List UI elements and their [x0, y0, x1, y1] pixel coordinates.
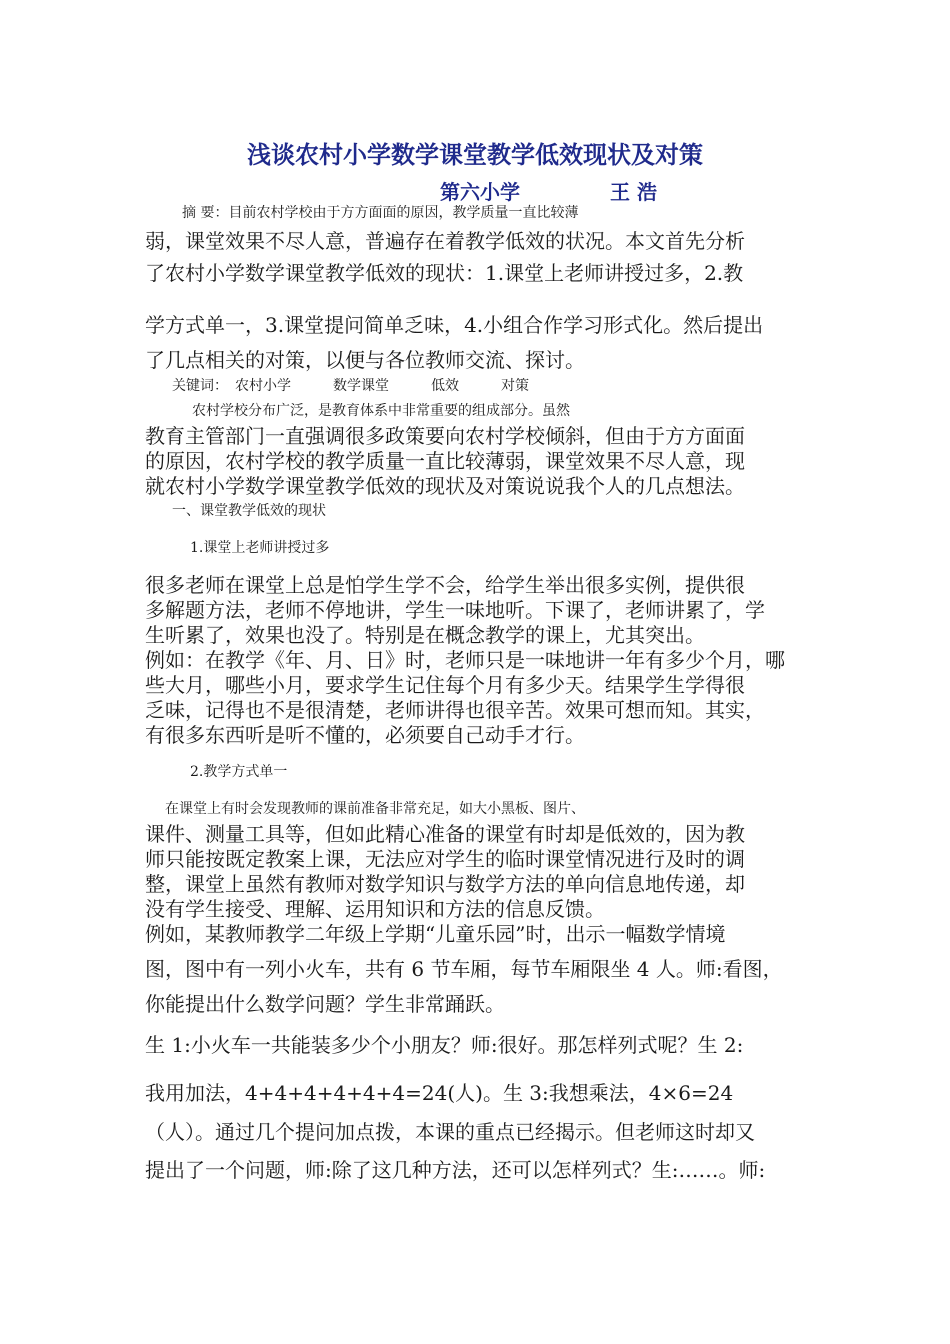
paragraph-line: 生 1:小火车一共能装多少个小朋友？师:很好。那怎样列式呢？生 2: [145, 1033, 744, 1057]
abstract-line-1: 摘 要：目前农村学校由于方方面面的原因，教学质量一直比较薄 [168, 205, 579, 221]
paragraph-line: 没有学生接受、理解、运用知识和方法的信息反馈。 [145, 897, 605, 921]
paragraph-line: 多解题方法，老师不停地讲，学生一味地听。下课了，老师讲累了，学 [145, 598, 765, 622]
intro-line-1: 农村学校分布广泛，是教育体系中非常重要的组成部分。虽然 [178, 403, 570, 419]
intro-line-2: 教育主管部门一直强调很多政策要向农村学校倾斜，但由于方方面面 [145, 424, 745, 448]
section-heading-1: 一、课堂教学低效的现状 [172, 503, 326, 519]
paragraph-line: 我用加法，4+4+4+4+4+4=24(人)。生 3:我想乘法，4×6=24 [145, 1081, 734, 1105]
intro-line-4: 就农村小学数学课堂教学低效的现状及对策说说我个人的几点想法。 [145, 474, 745, 498]
paragraph-line: 有很多东西听是听不懂的，必须要自己动手才行。 [145, 723, 585, 747]
author-name: 王 浩 [610, 180, 657, 204]
intro-line-3: 的原因，农村学校的教学质量一直比较薄弱，课堂效果不尽人意，现 [145, 449, 745, 473]
document-title: 浅谈农村小学数学课堂教学低效现状及对策 [247, 141, 703, 169]
abstract-line-5: 了几点相关的对策，以便与各位教师交流、探讨。 [145, 348, 585, 372]
paragraph-line: 生听累了，效果也没了。特别是在概念教学的课上，尤其突出。 [145, 623, 705, 647]
paragraph-line: 些大月，哪些小月，要求学生记住每个月有多少天。结果学生学得很 [145, 673, 745, 697]
paragraph-line: 师只能按既定教案上课，无法应对学生的临时课堂情况进行及时的调 [145, 847, 745, 871]
paragraph-line: 整，课堂上虽然有教师对数学知识与数学方法的单向信息地传递，却 [145, 872, 745, 896]
paragraph-line: 图，图中有一列小火车，共有 6 节车厢，每节车厢限坐 4 人。师:看图， [145, 957, 783, 981]
paragraph-line: （人）。通过几个提问加点拨，本课的重点已经揭示。但老师这时却又 [145, 1120, 755, 1144]
keywords-line: 关键词： 农村小学 数学课堂 低效 对策 [172, 378, 529, 394]
school-name: 第六小学 [440, 180, 520, 204]
paragraph-line: 例如：在教学《年、月、日》时，老师只是一味地讲一年有多少个月，哪 [145, 648, 785, 672]
paragraph-line: 提出了一个问题，师:除了这几种方法，还可以怎样列式？生:……。师: [145, 1158, 766, 1182]
abstract-line-3: 了农村小学数学课堂教学低效的现状：1.课堂上老师讲授过多，2.教 [145, 261, 744, 285]
paragraph-line: 例如，某教师教学二年级上学期“儿童乐园”时，出示一幅数学情境 [145, 922, 726, 946]
abstract-line-4: 学方式单一，3.课堂提问简单乏味，4.小组合作学习形式化。然后提出 [145, 313, 764, 337]
abstract-line-2: 弱，课堂效果不尽人意，普遍存在着教学低效的状况。本文首先分析 [145, 229, 745, 253]
paragraph-line: 乏味，记得也不是很清楚，老师讲得也很辛苦。效果可想而知。其实， [145, 698, 765, 722]
paragraph-line: 你能提出什么数学问题？学生非常踊跃。 [145, 992, 505, 1016]
subheading-2: 2.教学方式单一 [190, 764, 288, 780]
paragraph-line: 很多老师在课堂上总是怕学生学不会，给学生举出很多实例，提供很 [145, 573, 745, 597]
paragraph-line: 课件、测量工具等，但如此精心准备的课堂有时却是低效的，因为教 [145, 822, 745, 846]
subheading-1: 1.课堂上老师讲授过多 [190, 540, 330, 556]
paragraph-line: 在课堂上有时会发现教师的课前准备非常充足，如大小黑板、图片、 [165, 801, 585, 817]
